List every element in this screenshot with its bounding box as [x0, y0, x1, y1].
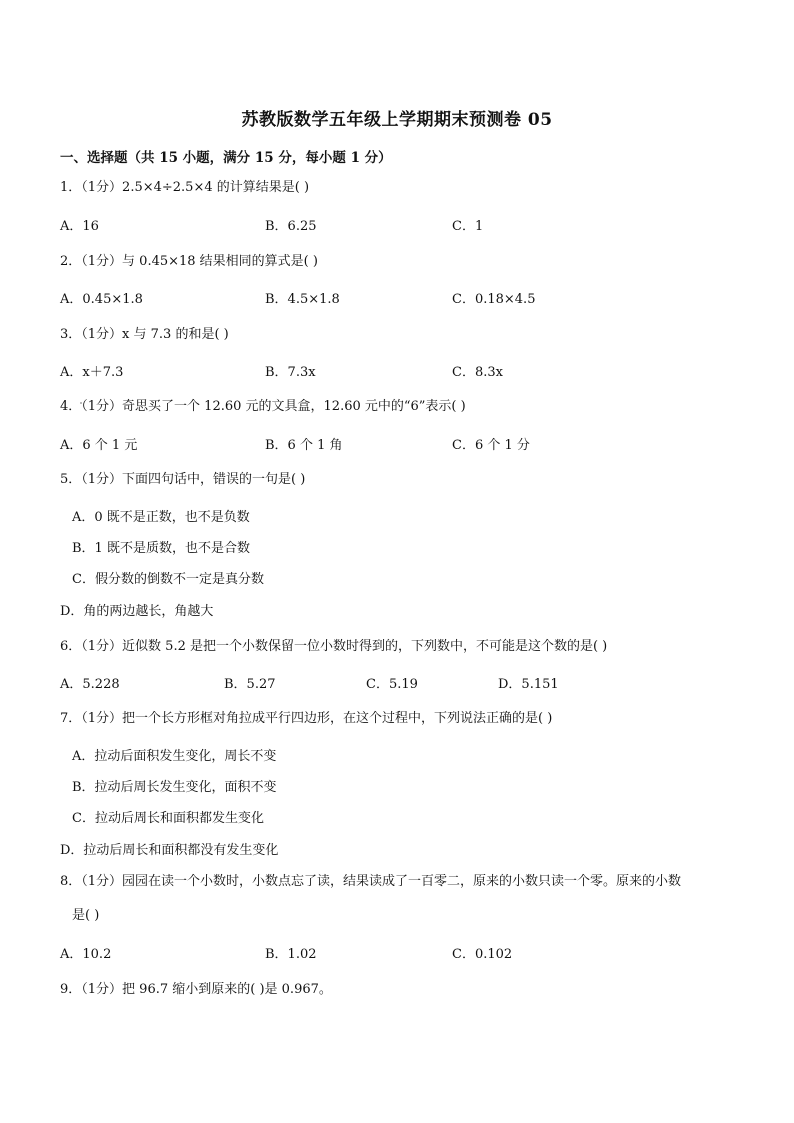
question-5-option-d: D．角的两边越长，角越大: [60, 604, 214, 619]
question-7-option-d: D．拉动后周长和面积都没有发生变化: [60, 843, 279, 858]
question-6-option-a: A．5.228: [60, 677, 120, 692]
question-8-option-b: B．1.02: [265, 947, 317, 962]
question-3-stem: 3．（1分）x 与 7.3 的和是( ): [60, 327, 229, 342]
question-9-stem: 9．（1分）把 96.7 缩小到原来的( )是 0.967。: [60, 982, 332, 997]
section-heading: 一、选择题（共 15 小题，满分 15 分，每小题 1 分）: [60, 150, 392, 166]
question-3-option-c: C．8.3x: [452, 365, 503, 380]
question-5-option-a: A．0 既不是正数，也不是负数: [72, 510, 250, 525]
question-6-option-c: C．5.19: [366, 677, 418, 692]
question-5-stem: 5．（1分）下面四句话中，错误的一句是( ): [60, 472, 306, 487]
question-4-option-c: C．6 个 1 分: [452, 438, 530, 453]
question-1-option-b: B．6.25: [265, 219, 317, 234]
question-5-option-b: B．1 既不是质数，也不是合数: [72, 541, 250, 556]
question-3-option-b: B．7.3x: [265, 365, 316, 380]
question-8-stem-continued: 是( ): [72, 908, 100, 923]
question-7-stem: 7．（1分）把一个长方形框对角拉成平行四边形，在这个过程中，下列说法正确的是( ): [60, 711, 553, 726]
question-7-option-a: A．拉动后面积发生变化，周长不变: [72, 749, 277, 764]
question-3-option-a: A．x＋7.3: [60, 365, 124, 380]
question-2-option-a: A．0.45×1.8: [60, 292, 143, 307]
question-6-option-b: B．5.27: [224, 677, 276, 692]
question-6-stem: 6．（1分）近似数 5.2 是把一个小数保留一位小数时得到的，下列数中，不可能是这个数的是( ): [60, 639, 608, 654]
question-1-stem: 1．（1分）2.5×4÷2.5×4 的计算结果是( ): [60, 180, 310, 195]
page-title: 苏教版数学五年级上学期期末预测卷 05: [241, 110, 553, 130]
question-7-option-b: B．拉动后周长发生变化，面积不变: [72, 780, 277, 795]
question-7-option-c: C．拉动后周长和面积都发生变化: [72, 811, 264, 826]
question-4-option-a: A．6 个 1 元: [60, 438, 138, 453]
question-2-option-b: B．4.5×1.8: [265, 292, 340, 307]
question-4-stem: 4．（1分）奇思买了一个 12.60 元的文具盒，12.60 元中的“6”表示( ): [60, 399, 466, 414]
question-6-option-d: D．5.151: [498, 677, 559, 692]
question-4-option-b: B．6 个 1 角: [265, 438, 343, 453]
question-8-option-c: C．0.102: [452, 947, 513, 962]
question-8-stem: 8．（1分）园园在读一个小数时，小数点忘了读，结果读成了一百零二，原来的小数只读一个零。原来的小数: [60, 874, 682, 889]
question-2-stem: 2．（1分）与 0.45×18 结果相同的算式是( ): [60, 254, 318, 269]
question-1-option-c: C．1: [452, 219, 484, 234]
question-5-option-c: C．假分数的倒数不一定是真分数: [72, 572, 264, 587]
question-2-option-c: C．0.18×4.5: [452, 292, 536, 307]
question-1-option-a: A．16: [60, 219, 99, 234]
question-8-option-a: A．10.2: [60, 947, 112, 962]
